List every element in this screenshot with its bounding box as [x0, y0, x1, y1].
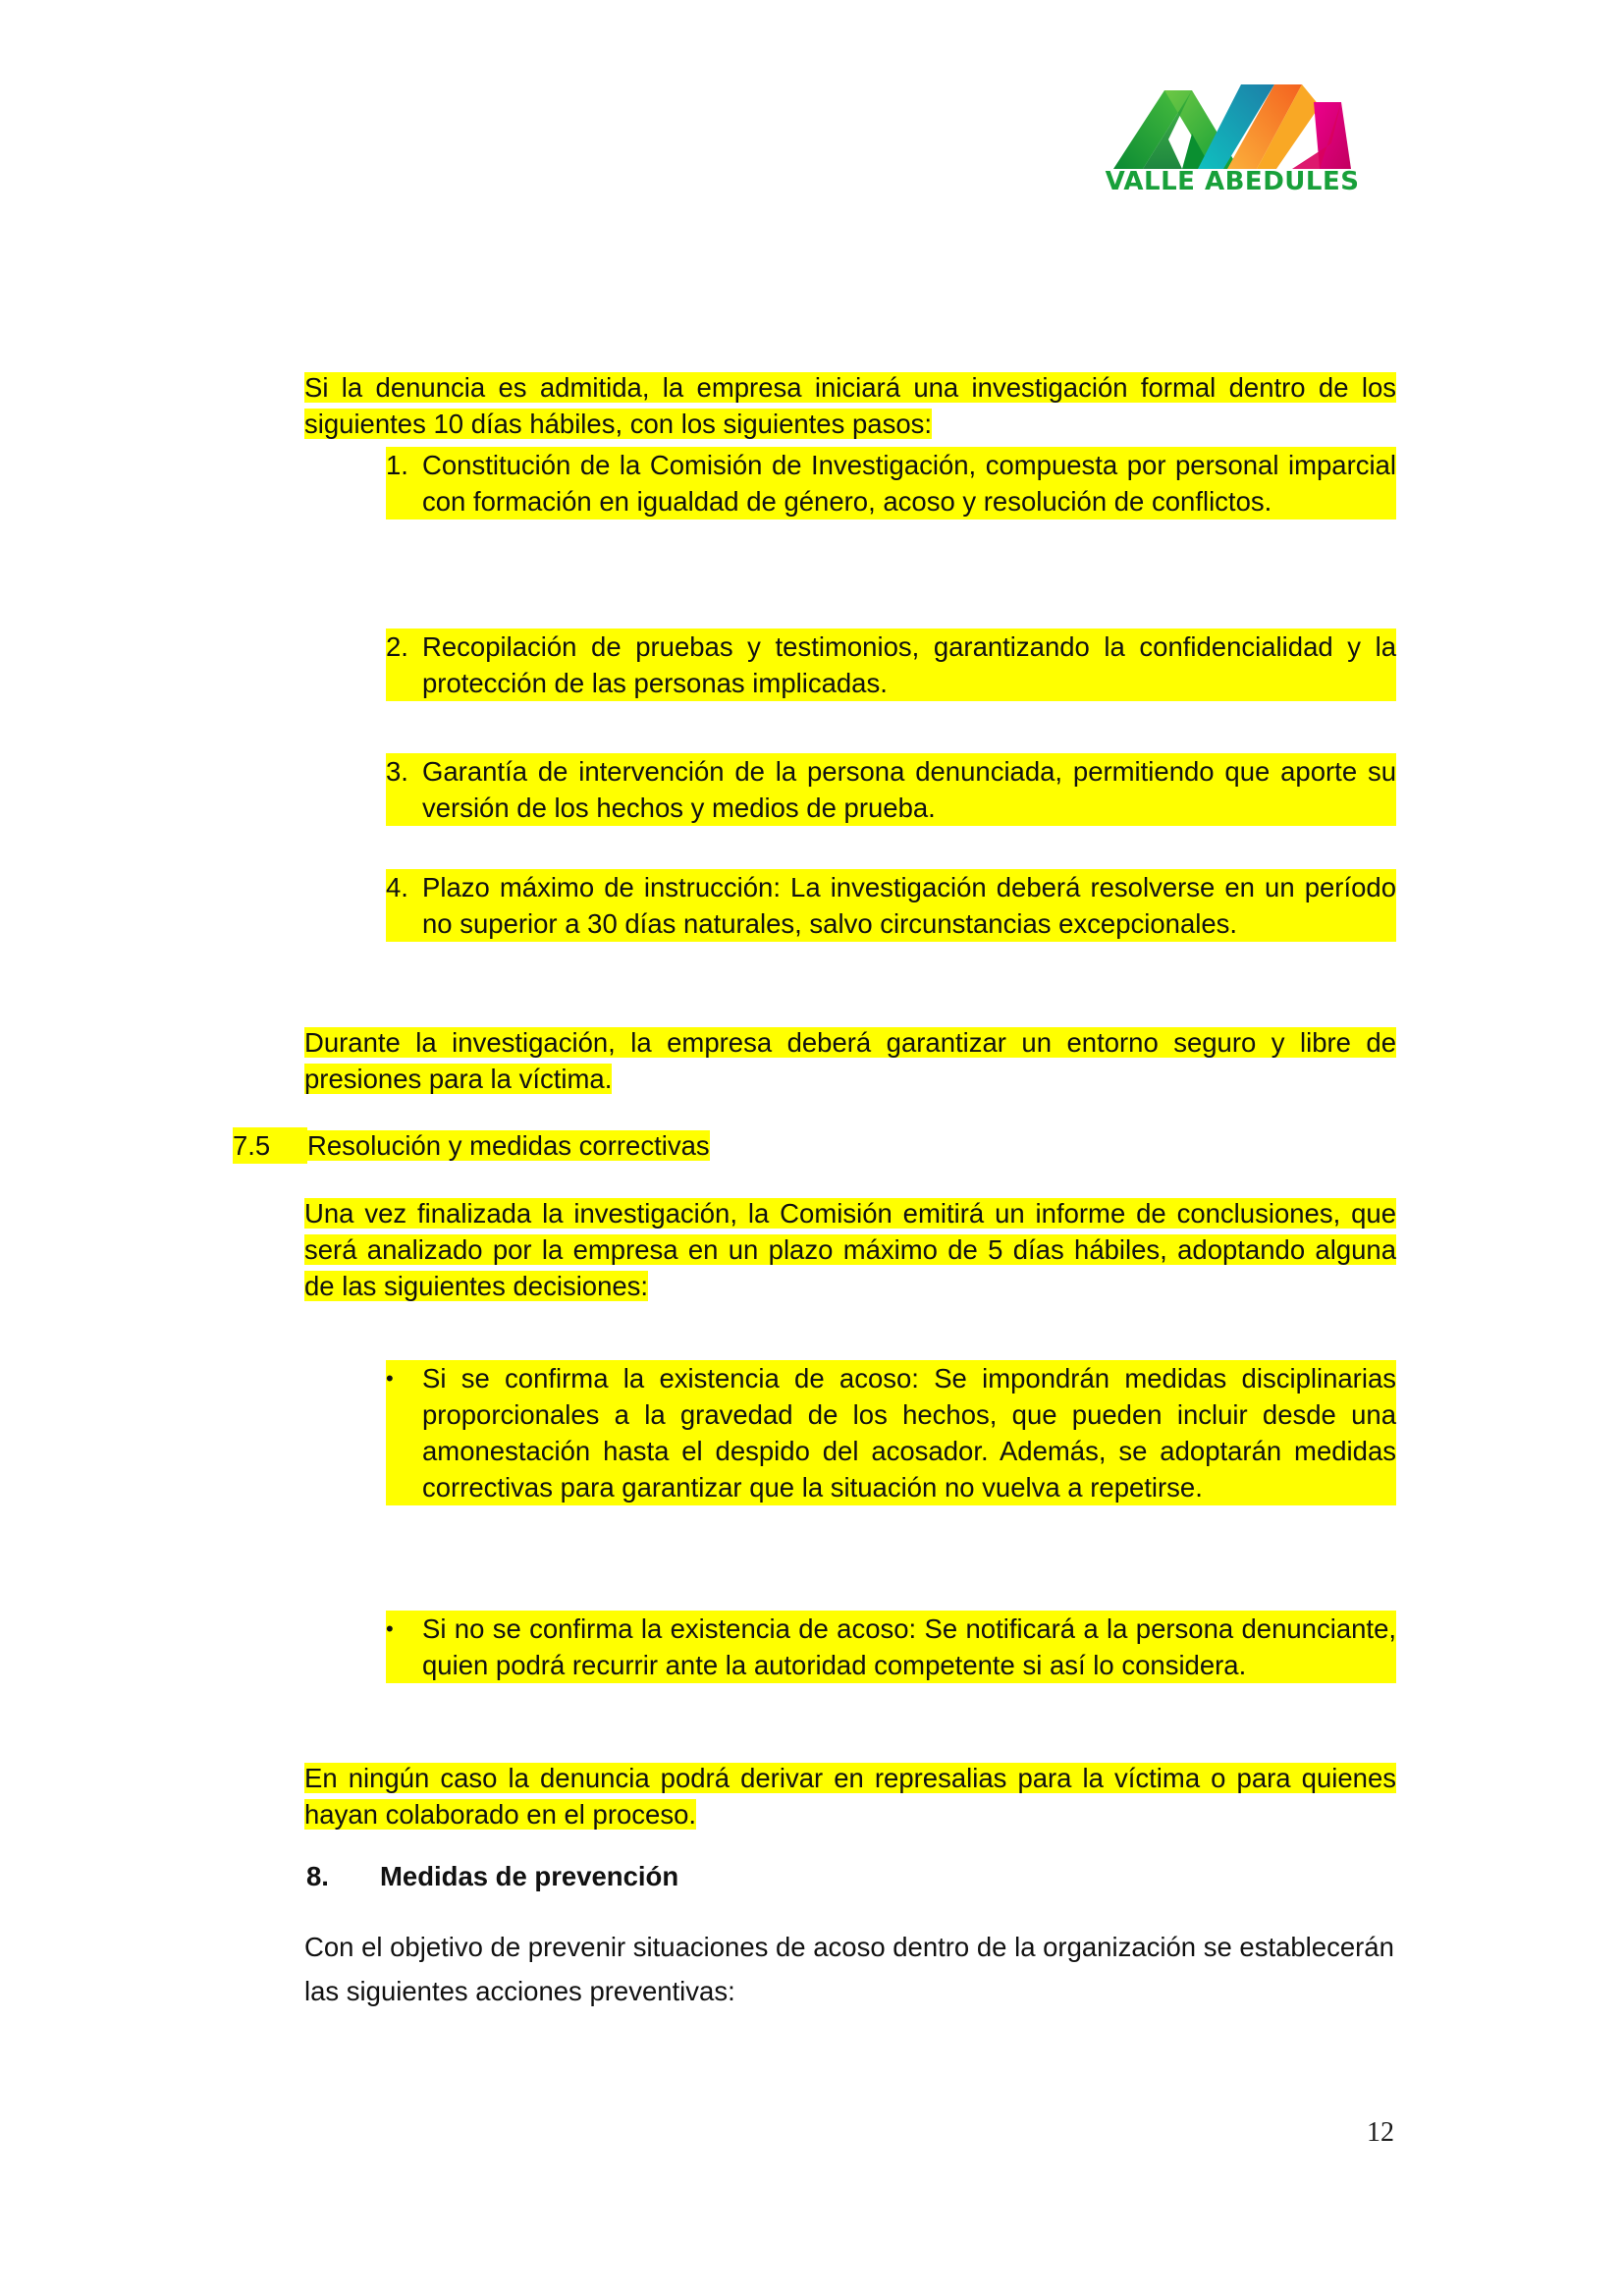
list-item — [386, 1360, 1396, 1505]
list-item — [386, 869, 1396, 942]
heading-7-5 — [233, 1127, 1396, 1164]
list-item — [386, 447, 1396, 519]
paragraph-no-reprisals: En ningún caso la denuncia podrá derivar en represalias para la víctima o para quienes hayan colaborado en el proceso. — [304, 1763, 1396, 1830]
paragraph-prevention: Con el objetivo de prevenir situaciones de acoso dentro de la organización se establecerán las siguientes acciones preventivas: — [304, 1932, 1394, 2006]
heading-number: 7.5 — [233, 1127, 307, 1164]
mountain-logo-icon — [1109, 73, 1355, 171]
list-item — [386, 753, 1396, 826]
list-marker: 1. — [386, 447, 422, 519]
page-number: 12 — [1367, 2117, 1394, 2148]
list-item-text: Constitución de la Comisión de Investigación, compuesta por personal imparcial con formación en igualdad de género, acoso y resolución de conflictos. — [422, 447, 1396, 519]
paragraph-during-investigation: Durante la investigación, la empresa deberá garantizar un entorno seguro y libre de presiones para la víctima. — [304, 1027, 1396, 1094]
heading-number: 8. — [306, 1861, 329, 1891]
heading-title: Medidas de prevención — [380, 1861, 679, 1891]
bullet-icon: • — [386, 1360, 422, 1505]
list-marker: 3. — [386, 753, 422, 826]
paragraph-resolution: Una vez finalizada la investigación, la Comisión emitirá un informe de conclusiones, que será analizado por la empresa en un plazo máximo de 5 días hábiles, adoptando alguna de las siguientes decisiones: — [304, 1198, 1396, 1301]
paragraph-intro: Si la denuncia es admitida, la empresa iniciará una investigación formal dentro de los siguientes 10 días hábiles, con los siguientes pasos: — [304, 372, 1396, 439]
list-item-text: Si no se confirma la existencia de acoso: Se notificará a la persona denunciante, quien podrá recurrir ante la autoridad competente si así lo considera. — [422, 1611, 1396, 1683]
list-item-text: Garantía de intervención de la persona denunciada, permitiendo que aporte su versión de los hechos y medios de prueba. — [422, 753, 1396, 826]
list-item — [386, 629, 1396, 701]
list-marker: 4. — [386, 869, 422, 942]
list-item — [386, 1611, 1396, 1683]
logo-wordmark: VALLE ABEDULES — [1105, 167, 1360, 196]
list-item-text: Si se confirma la existencia de acoso: Se impondrán medidas disciplinarias proporcionales a la gravedad de los hechos, que pueden incluir desde una amonestación hasta el despido del acosador. Además, se adoptarán medidas correctivas para garantizar que la situación no vuelva a repetirse. — [422, 1360, 1396, 1505]
heading-title: Resolución y medidas correctivas — [307, 1130, 710, 1161]
company-logo — [1100, 59, 1365, 216]
list-item-text: Plazo máximo de instrucción: La investigación deberá resolverse en un período no superior a 30 días naturales, salvo circunstancias excepcionales. — [422, 869, 1396, 942]
list-item-text: Recopilación de pruebas y testimonios, garantizando la confidencialidad y la protección de las personas implicadas. — [422, 629, 1396, 701]
bullet-icon: • — [386, 1611, 422, 1683]
list-marker: 2. — [386, 629, 422, 701]
heading-8 — [306, 1858, 1396, 1894]
